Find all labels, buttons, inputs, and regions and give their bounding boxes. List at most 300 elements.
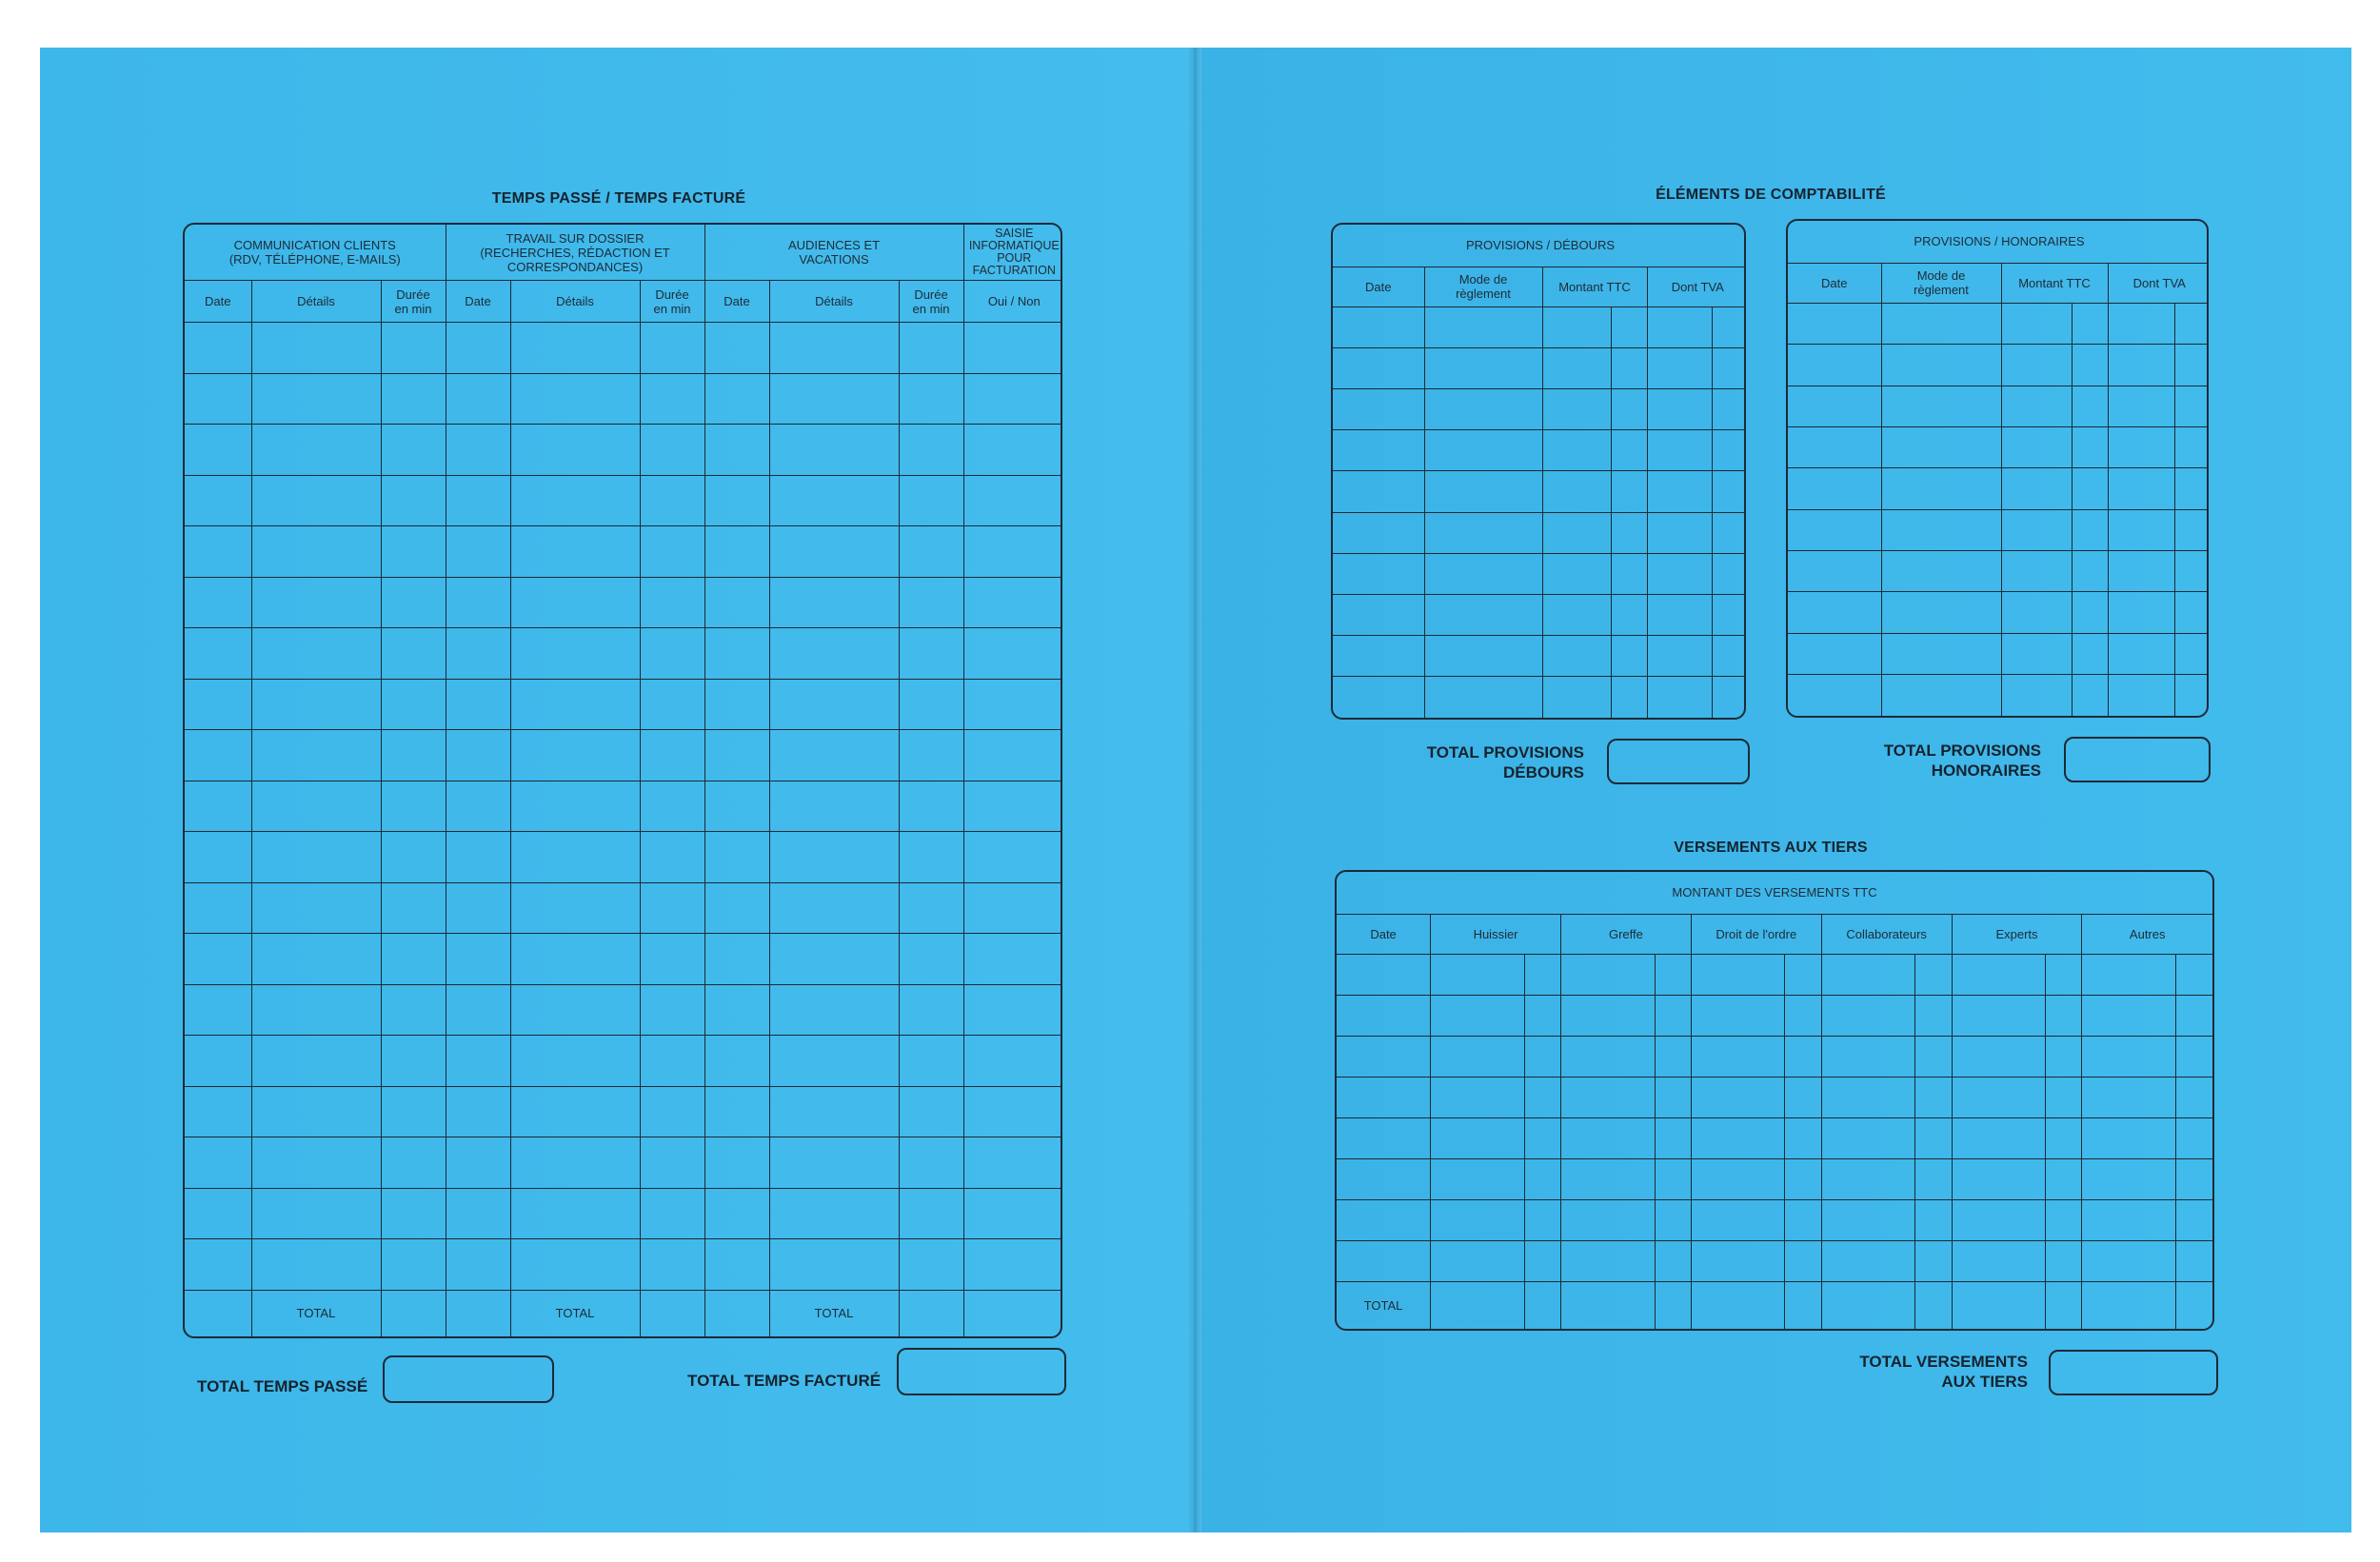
table-cell[interactable]	[2174, 427, 2209, 468]
table-cell[interactable]	[640, 730, 704, 781]
table-cell[interactable]	[1915, 954, 1952, 995]
table-cell[interactable]	[2174, 304, 2209, 345]
table-cell[interactable]	[1881, 304, 2001, 345]
table-cell[interactable]	[899, 934, 963, 985]
table-cell[interactable]	[185, 577, 251, 628]
table-cell[interactable]	[381, 577, 446, 628]
table-cell[interactable]	[769, 1086, 899, 1137]
table-cell[interactable]	[185, 1036, 251, 1087]
table-cell[interactable]	[2072, 427, 2108, 468]
table-cell[interactable]	[185, 475, 251, 526]
table-cell[interactable]	[2108, 633, 2174, 674]
table-cell[interactable]	[1952, 1240, 2046, 1281]
table-cell[interactable]	[251, 373, 381, 425]
table-cell[interactable]	[769, 1137, 899, 1189]
table-cell[interactable]	[2082, 995, 2176, 1036]
table-cell[interactable]	[2082, 1158, 2176, 1199]
table-cell[interactable]	[704, 781, 769, 832]
table-cell[interactable]	[510, 425, 640, 476]
table-cell[interactable]	[1655, 1158, 1691, 1199]
table-cell[interactable]	[446, 628, 510, 680]
table-cell[interactable]	[1785, 954, 1821, 995]
table-cell[interactable]	[251, 425, 381, 476]
table-cell[interactable]	[2072, 592, 2108, 633]
table-cell[interactable]	[963, 526, 1062, 578]
table-cell[interactable]	[2174, 509, 2209, 550]
table-cell[interactable]	[1542, 347, 1611, 388]
table-cell[interactable]	[2174, 551, 2209, 592]
table-cell[interactable]	[2176, 1281, 2212, 1329]
table-cell[interactable]	[251, 323, 381, 374]
table-cell[interactable]	[963, 984, 1062, 1036]
table-cell[interactable]	[1431, 1117, 1525, 1158]
table-cell[interactable]	[510, 1137, 640, 1189]
table-cell[interactable]	[1333, 677, 1424, 718]
table-cell[interactable]	[1424, 594, 1542, 635]
table-cell[interactable]	[1821, 1117, 1915, 1158]
table-cell[interactable]	[2082, 1036, 2176, 1077]
table-cell[interactable]	[2072, 675, 2108, 716]
table-cell[interactable]	[899, 832, 963, 883]
table-cell[interactable]	[185, 1086, 251, 1137]
table-cell[interactable]	[446, 882, 510, 934]
table-cell[interactable]	[1647, 389, 1712, 430]
table-cell[interactable]	[1788, 633, 1881, 674]
table-cell[interactable]	[1881, 675, 2001, 716]
table-cell[interactable]	[704, 1036, 769, 1087]
table-cell[interactable]	[899, 781, 963, 832]
table-cell[interactable]	[510, 1086, 640, 1137]
table-cell[interactable]	[640, 323, 704, 374]
table-cell[interactable]	[1881, 551, 2001, 592]
table-cell[interactable]	[640, 425, 704, 476]
table-cell[interactable]	[1788, 304, 1881, 345]
table-cell[interactable]	[1788, 468, 1881, 509]
table-cell[interactable]	[1712, 430, 1746, 471]
table-cell[interactable]	[640, 628, 704, 680]
table-cell[interactable]	[2174, 675, 2209, 716]
table-cell[interactable]	[1431, 1281, 1525, 1329]
table-cell[interactable]	[1821, 1281, 1915, 1329]
table-cell[interactable]	[251, 679, 381, 730]
table-cell[interactable]	[446, 832, 510, 883]
table-cell[interactable]	[1821, 954, 1915, 995]
table-cell[interactable]	[1524, 995, 1560, 1036]
table-cell[interactable]	[381, 984, 446, 1036]
table-cell[interactable]	[1712, 471, 1746, 512]
table-cell[interactable]	[1431, 1199, 1525, 1240]
table-cell[interactable]	[963, 1188, 1062, 1239]
table-cell[interactable]	[381, 781, 446, 832]
table-cell[interactable]	[1424, 306, 1542, 347]
table-cell[interactable]	[1424, 430, 1542, 471]
table-cell[interactable]	[2082, 1199, 2176, 1240]
table-cell[interactable]	[2046, 1158, 2082, 1199]
table-cell[interactable]	[899, 628, 963, 680]
table-cell[interactable]	[704, 526, 769, 578]
table-cell[interactable]	[704, 323, 769, 374]
table-cell[interactable]	[2072, 345, 2108, 386]
table-cell[interactable]	[1611, 553, 1647, 594]
table-cell[interactable]	[1821, 1077, 1915, 1117]
table-cell[interactable]	[1611, 389, 1647, 430]
table-cell[interactable]	[1560, 1158, 1655, 1199]
table-cell[interactable]	[446, 1239, 510, 1291]
table-cell[interactable]	[185, 781, 251, 832]
table-cell[interactable]	[1788, 427, 1881, 468]
table-cell[interactable]	[1655, 995, 1691, 1036]
table-cell[interactable]	[769, 679, 899, 730]
table-cell[interactable]	[1788, 345, 1881, 386]
table-cell[interactable]	[2108, 551, 2174, 592]
table-cell[interactable]	[185, 1137, 251, 1189]
table-cell[interactable]	[2046, 1240, 2082, 1281]
table-cell[interactable]	[1915, 1036, 1952, 1077]
table-cell[interactable]	[381, 475, 446, 526]
table-cell[interactable]	[2001, 633, 2072, 674]
table-cell[interactable]	[963, 628, 1062, 680]
table-cell[interactable]	[446, 984, 510, 1036]
table-cell[interactable]	[704, 882, 769, 934]
table-cell[interactable]	[446, 577, 510, 628]
table-cell[interactable]	[769, 832, 899, 883]
table-cell[interactable]	[1333, 389, 1424, 430]
table-cell[interactable]	[251, 628, 381, 680]
table-cell[interactable]	[1647, 471, 1712, 512]
table-cell[interactable]	[1821, 1199, 1915, 1240]
table-cell[interactable]	[1542, 389, 1611, 430]
table-cell[interactable]	[510, 1036, 640, 1087]
table-cell[interactable]	[1712, 389, 1746, 430]
table-cell[interactable]	[510, 475, 640, 526]
table-cell[interactable]	[899, 1239, 963, 1291]
table-cell[interactable]	[1915, 1240, 1952, 1281]
table-cell[interactable]	[769, 425, 899, 476]
table-cell[interactable]	[1524, 954, 1560, 995]
table-cell[interactable]	[1785, 1158, 1821, 1199]
table-cell[interactable]	[446, 1137, 510, 1189]
table-cell[interactable]	[381, 934, 446, 985]
table-cell[interactable]	[251, 1086, 381, 1137]
table-cell[interactable]	[704, 425, 769, 476]
table-cell[interactable]	[381, 1290, 446, 1336]
table-cell[interactable]	[899, 1086, 963, 1137]
table-cell[interactable]	[2176, 1158, 2212, 1199]
total-temps-facture-box[interactable]	[897, 1348, 1066, 1395]
table-cell[interactable]	[640, 934, 704, 985]
table-cell[interactable]	[1560, 954, 1655, 995]
table-cell[interactable]	[963, 832, 1062, 883]
table-cell[interactable]	[2174, 468, 2209, 509]
table-cell[interactable]	[1611, 636, 1647, 677]
table-cell[interactable]	[963, 577, 1062, 628]
table-cell[interactable]	[1691, 1077, 1785, 1117]
table-cell[interactable]	[1647, 553, 1712, 594]
table-cell[interactable]	[185, 526, 251, 578]
table-cell[interactable]	[185, 730, 251, 781]
table-cell[interactable]	[251, 1239, 381, 1291]
table-cell[interactable]	[381, 1188, 446, 1239]
table-cell[interactable]	[2072, 509, 2108, 550]
table-cell[interactable]	[1647, 636, 1712, 677]
table-cell[interactable]	[1560, 1240, 1655, 1281]
table-cell[interactable]	[769, 1188, 899, 1239]
table-cell[interactable]	[1647, 306, 1712, 347]
table-cell[interactable]	[1788, 386, 1881, 426]
table-cell[interactable]	[1611, 347, 1647, 388]
table-cell[interactable]	[1915, 1281, 1952, 1329]
table-cell[interactable]	[769, 1036, 899, 1087]
table-cell[interactable]	[381, 832, 446, 883]
table-cell[interactable]	[1785, 1199, 1821, 1240]
table-cell[interactable]	[1691, 995, 1785, 1036]
table-cell[interactable]	[251, 882, 381, 934]
table-cell[interactable]	[1431, 1077, 1525, 1117]
table-cell[interactable]	[640, 679, 704, 730]
table-cell[interactable]	[185, 882, 251, 934]
table-cell[interactable]	[1431, 954, 1525, 995]
table-cell[interactable]	[2174, 345, 2209, 386]
table-cell[interactable]	[1524, 1158, 1560, 1199]
table-cell[interactable]	[1524, 1077, 1560, 1117]
table-cell[interactable]	[2046, 995, 2082, 1036]
table-cell[interactable]	[899, 1036, 963, 1087]
table-cell[interactable]	[2001, 675, 2072, 716]
table-cell[interactable]	[640, 1239, 704, 1291]
table-cell[interactable]	[1881, 386, 2001, 426]
table-cell[interactable]	[1785, 995, 1821, 1036]
table-cell[interactable]	[704, 475, 769, 526]
table-cell[interactable]	[2082, 1077, 2176, 1117]
table-cell[interactable]	[2176, 1199, 2212, 1240]
table-cell[interactable]	[640, 882, 704, 934]
table-cell[interactable]	[381, 323, 446, 374]
table-cell[interactable]	[1611, 677, 1647, 718]
table-cell[interactable]	[1881, 345, 2001, 386]
table-cell[interactable]	[1655, 1077, 1691, 1117]
table-cell[interactable]	[1712, 594, 1746, 635]
table-cell[interactable]	[510, 984, 640, 1036]
table-cell[interactable]	[640, 781, 704, 832]
table-cell[interactable]	[1655, 1199, 1691, 1240]
total-versements-box[interactable]	[2049, 1350, 2218, 1395]
table-cell[interactable]	[963, 373, 1062, 425]
table-cell[interactable]	[769, 1239, 899, 1291]
table-cell[interactable]	[640, 1290, 704, 1336]
table-cell[interactable]	[2174, 633, 2209, 674]
table-cell[interactable]	[1785, 1077, 1821, 1117]
table-cell[interactable]	[251, 832, 381, 883]
table-cell[interactable]	[704, 373, 769, 425]
table-cell[interactable]	[2072, 633, 2108, 674]
table-cell[interactable]	[1424, 636, 1542, 677]
table-cell[interactable]	[446, 1086, 510, 1137]
table-cell[interactable]	[251, 526, 381, 578]
table-cell[interactable]	[510, 730, 640, 781]
table-cell[interactable]	[704, 1188, 769, 1239]
table-cell[interactable]	[1542, 512, 1611, 553]
table-cell[interactable]	[1691, 954, 1785, 995]
table-cell[interactable]	[704, 984, 769, 1036]
table-cell[interactable]	[1333, 471, 1424, 512]
table-cell[interactable]	[1424, 677, 1542, 718]
table-cell[interactable]	[446, 730, 510, 781]
table-cell[interactable]	[1560, 1077, 1655, 1117]
table-cell[interactable]	[963, 781, 1062, 832]
table-cell[interactable]	[704, 1239, 769, 1291]
table-cell[interactable]	[704, 832, 769, 883]
table-cell[interactable]	[1915, 1158, 1952, 1199]
table-cell[interactable]	[769, 475, 899, 526]
table-cell[interactable]	[1424, 347, 1542, 388]
table-cell[interactable]	[446, 1290, 510, 1336]
table-cell[interactable]	[1915, 995, 1952, 1036]
table-cell[interactable]	[185, 679, 251, 730]
table-cell[interactable]	[1647, 512, 1712, 553]
table-cell[interactable]	[1560, 1281, 1655, 1329]
table-cell[interactable]	[640, 526, 704, 578]
table-cell[interactable]	[1337, 954, 1431, 995]
table-cell[interactable]	[1524, 1199, 1560, 1240]
table-cell[interactable]	[1542, 594, 1611, 635]
table-cell[interactable]	[185, 934, 251, 985]
table-cell[interactable]	[2176, 1077, 2212, 1117]
table-cell[interactable]	[704, 1137, 769, 1189]
table-cell[interactable]	[1333, 553, 1424, 594]
table-cell[interactable]	[769, 984, 899, 1036]
table-cell[interactable]	[1952, 995, 2046, 1036]
table-cell[interactable]	[1647, 347, 1712, 388]
table-cell[interactable]	[1821, 1158, 1915, 1199]
table-cell[interactable]	[1424, 389, 1542, 430]
table-cell[interactable]	[185, 323, 251, 374]
table-cell[interactable]	[899, 475, 963, 526]
table-cell[interactable]	[446, 323, 510, 374]
table-cell[interactable]	[2001, 551, 2072, 592]
table-cell[interactable]	[2108, 304, 2174, 345]
table-cell[interactable]	[640, 1188, 704, 1239]
table-cell[interactable]	[2001, 592, 2072, 633]
table-cell[interactable]	[1788, 551, 1881, 592]
table-cell[interactable]	[1431, 1240, 1525, 1281]
table-cell[interactable]	[2072, 468, 2108, 509]
table-cell[interactable]	[899, 1290, 963, 1336]
table-cell[interactable]	[1952, 1117, 2046, 1158]
table-cell[interactable]	[446, 934, 510, 985]
table-cell[interactable]	[1821, 995, 1915, 1036]
table-cell[interactable]	[963, 1290, 1062, 1336]
table-cell[interactable]	[510, 526, 640, 578]
table-cell[interactable]	[2001, 345, 2072, 386]
table-cell[interactable]	[1785, 1117, 1821, 1158]
table-cell[interactable]	[640, 984, 704, 1036]
table-cell[interactable]	[1337, 995, 1431, 1036]
table-cell[interactable]	[1333, 636, 1424, 677]
table-cell[interactable]	[1655, 1281, 1691, 1329]
table-cell[interactable]	[2046, 1199, 2082, 1240]
table-cell[interactable]	[1611, 471, 1647, 512]
table-cell[interactable]	[640, 832, 704, 883]
table-cell[interactable]	[963, 730, 1062, 781]
table-cell[interactable]	[2046, 954, 2082, 995]
table-cell[interactable]	[1431, 995, 1525, 1036]
table-cell[interactable]	[899, 526, 963, 578]
total-honoraires-box[interactable]	[2064, 737, 2211, 782]
table-cell[interactable]	[381, 628, 446, 680]
table-cell[interactable]	[1337, 1117, 1431, 1158]
table-cell[interactable]	[769, 882, 899, 934]
table-cell[interactable]	[1611, 306, 1647, 347]
table-cell[interactable]	[1915, 1199, 1952, 1240]
table-cell[interactable]	[1431, 1158, 1525, 1199]
table-cell[interactable]	[1647, 677, 1712, 718]
table-cell[interactable]	[1785, 1036, 1821, 1077]
table-cell[interactable]	[769, 730, 899, 781]
table-cell[interactable]	[185, 1239, 251, 1291]
table-cell[interactable]	[1915, 1077, 1952, 1117]
table-cell[interactable]	[899, 984, 963, 1036]
table-cell[interactable]	[640, 1137, 704, 1189]
table-cell[interactable]	[2072, 304, 2108, 345]
table-cell[interactable]	[963, 679, 1062, 730]
table-cell[interactable]	[1952, 1158, 2046, 1199]
table-cell[interactable]	[2108, 345, 2174, 386]
table-cell[interactable]	[704, 577, 769, 628]
table-cell[interactable]	[963, 1137, 1062, 1189]
table-cell[interactable]	[1691, 1199, 1785, 1240]
table-cell[interactable]	[2046, 1117, 2082, 1158]
table-cell[interactable]	[510, 373, 640, 425]
table-cell[interactable]	[1424, 512, 1542, 553]
table-cell[interactable]	[185, 984, 251, 1036]
table-cell[interactable]	[2082, 1240, 2176, 1281]
table-cell[interactable]	[185, 1290, 251, 1336]
table-cell[interactable]	[704, 1290, 769, 1336]
table-cell[interactable]	[510, 679, 640, 730]
table-cell[interactable]	[1542, 636, 1611, 677]
table-cell[interactable]	[251, 577, 381, 628]
table-cell[interactable]	[510, 832, 640, 883]
table-cell[interactable]	[2001, 427, 2072, 468]
table-cell[interactable]	[510, 323, 640, 374]
table-cell[interactable]	[446, 679, 510, 730]
table-cell[interactable]	[640, 373, 704, 425]
table-cell[interactable]	[769, 373, 899, 425]
table-cell[interactable]	[185, 1188, 251, 1239]
table-cell[interactable]	[1881, 633, 2001, 674]
table-cell[interactable]	[1337, 1077, 1431, 1117]
table-cell[interactable]	[2176, 995, 2212, 1036]
table-cell[interactable]	[899, 323, 963, 374]
table-cell[interactable]	[510, 781, 640, 832]
table-cell[interactable]	[2001, 304, 2072, 345]
table-cell[interactable]	[381, 730, 446, 781]
table-cell[interactable]	[1785, 1240, 1821, 1281]
table-cell[interactable]	[769, 526, 899, 578]
table-cell[interactable]	[769, 781, 899, 832]
table-cell[interactable]	[381, 425, 446, 476]
table-cell[interactable]	[510, 577, 640, 628]
table-cell[interactable]	[381, 1239, 446, 1291]
table-cell[interactable]	[1524, 1281, 1560, 1329]
table-cell[interactable]	[1424, 471, 1542, 512]
table-cell[interactable]	[251, 730, 381, 781]
table-cell[interactable]	[769, 323, 899, 374]
table-cell[interactable]	[1952, 1077, 2046, 1117]
table-cell[interactable]	[1542, 553, 1611, 594]
total-temps-passe-box[interactable]	[383, 1355, 554, 1403]
table-cell[interactable]	[1881, 468, 2001, 509]
